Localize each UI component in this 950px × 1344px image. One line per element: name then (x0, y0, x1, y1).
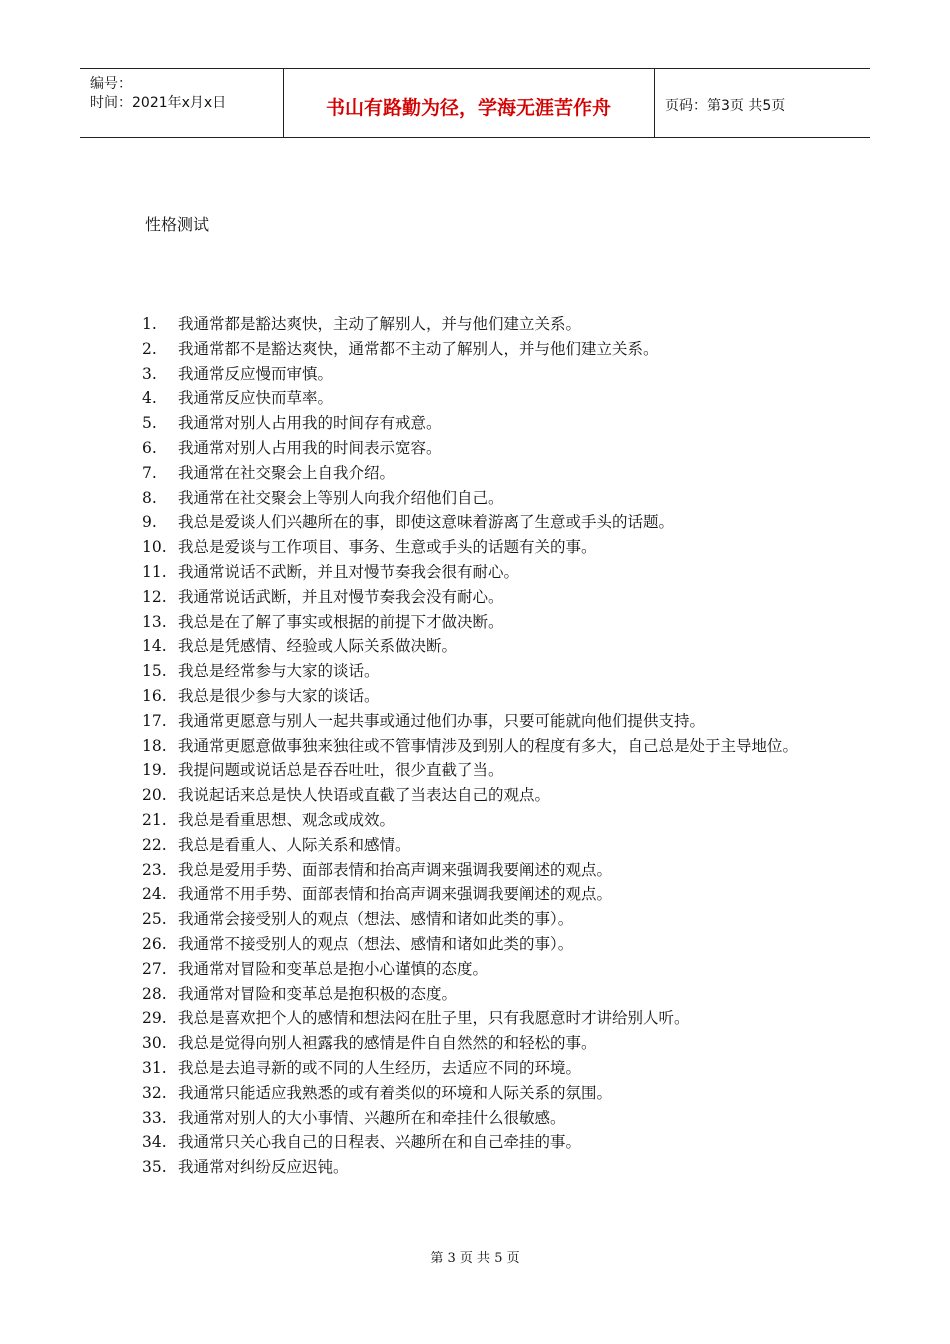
question-number: 8. (142, 488, 157, 507)
question-number: 33. (142, 1108, 167, 1127)
question-number: 3. (142, 364, 157, 383)
question-item (142, 932, 832, 957)
question-text: 我总是很少参与大家的谈话。 (178, 686, 380, 705)
question-text: 我通常不用手势、面部表情和抬高声调来强调我要阐述的观点。 (178, 885, 613, 904)
question-item (142, 833, 832, 858)
question-number: 13. (142, 612, 167, 631)
question-text: 我通常只能适应我熟悉的或有着类似的环境和人际关系的氛围。 (178, 1083, 613, 1102)
question-number: 14. (142, 637, 167, 656)
question-number: 1. (142, 315, 157, 333)
question-text: 我总是去追寻新的或不同的人生经历，去适应不同的环境。 (178, 1058, 582, 1077)
question-item (142, 808, 832, 833)
question-number: 16. (142, 686, 167, 705)
question-text: 我通常都是豁达爽快，主动了解别人，并与他们建立关系。 (178, 315, 582, 333)
question-text: 我通常都不是豁达爽快，通常都不主动了解别人，并与他们建立关系。 (178, 339, 659, 358)
question-number: 32. (142, 1083, 167, 1102)
question-text: 我通常不接受别人的观点（想法、感情和诸如此类的事）。 (178, 934, 574, 953)
question-item (142, 1130, 832, 1155)
question-text: 我通常在社交聚会上等别人向我介绍他们自己。 (178, 488, 504, 507)
question-item (142, 684, 832, 709)
question-text: 我通常更愿意与别人一起共事或通过他们办事，只要可能就向他们提供支持。 (178, 711, 706, 730)
question-text: 我总是在了解了事实或根据的前提下才做决断。 (178, 612, 504, 631)
header-table (80, 68, 870, 138)
question-number: 30. (142, 1034, 167, 1053)
question-item (142, 560, 832, 585)
page-title: 性格测试 (145, 215, 210, 234)
question-item (142, 634, 832, 659)
question-number: 9. (142, 513, 157, 532)
question-item (142, 659, 832, 684)
question-item (142, 758, 832, 783)
question-number: 17. (142, 711, 167, 730)
question-text: 我通常反应慢而审慎。 (178, 364, 334, 383)
question-number: 34. (142, 1133, 167, 1152)
question-item (142, 1056, 832, 1081)
question-item (142, 734, 832, 759)
question-number: 20. (142, 786, 167, 805)
question-number: 6. (142, 438, 157, 457)
question-item (142, 610, 832, 635)
question-text: 我通常反应快而草率。 (178, 389, 334, 408)
question-number: 24. (142, 885, 167, 904)
question-number: 22. (142, 835, 167, 854)
question-text: 我总是爱谈人们兴趣所在的事，即使这意味着游离了生意或手头的话题。 (178, 513, 675, 532)
question-number: 25. (142, 910, 167, 929)
question-item (142, 982, 832, 1007)
question-item (142, 535, 832, 560)
doc-date-label: 时间：2021年x月x日 (90, 95, 227, 111)
question-number: 26. (142, 934, 167, 953)
question-item (142, 411, 832, 436)
question-text: 我通常对纠纷反应迟钝。 (178, 1158, 349, 1177)
question-text: 我通常对冒险和变革总是抱积极的态度。 (178, 984, 458, 1003)
question-number: 4. (142, 389, 157, 408)
question-number: 15. (142, 662, 167, 681)
doc-id-label: 编号： (90, 76, 132, 92)
question-list (142, 312, 832, 1180)
question-text: 我通常说话武断，并且对慢节奏我会没有耐心。 (178, 587, 504, 606)
question-item (142, 783, 832, 808)
question-item (142, 386, 832, 411)
header-right-cell (655, 69, 870, 137)
header-motto: 书山有路勤为径，学海无涯苦作舟 (325, 97, 611, 119)
question-item (142, 1031, 832, 1056)
question-number: 5. (142, 414, 157, 433)
question-number: 23. (142, 860, 167, 879)
question-item (142, 858, 832, 883)
question-text: 我总是凭感情、经验或人际关系做决断。 (178, 637, 458, 656)
question-text: 我总是看重人、人际关系和感情。 (178, 835, 411, 854)
question-text: 我通常在社交聚会上自我介绍。 (178, 463, 396, 482)
question-number: 28. (142, 984, 167, 1003)
question-number: 31. (142, 1058, 167, 1077)
question-item (142, 957, 832, 982)
question-text: 我总是经常参与大家的谈话。 (178, 662, 380, 681)
question-item (142, 585, 832, 610)
question-item (142, 1081, 832, 1106)
question-item (142, 461, 832, 486)
question-text: 我总是爱谈与工作项目、事务、生意或手头的话题有关的事。 (178, 538, 597, 557)
question-number: 29. (142, 1009, 167, 1028)
question-number: 2. (142, 339, 157, 358)
question-text: 我总是看重思想、观念或成效。 (178, 810, 396, 829)
question-text: 我通常对别人的大小事情、兴趣所在和牵挂什么很敏感。 (178, 1108, 566, 1127)
question-item (142, 1006, 832, 1031)
question-number: 27. (142, 959, 167, 978)
header-middle-cell (283, 69, 655, 137)
question-number: 35. (142, 1158, 167, 1177)
page-footer: 第 3 页 共 5 页 (430, 1251, 520, 1266)
question-text: 我通常会接受别人的观点（想法、感情和诸如此类的事）。 (178, 910, 574, 929)
question-text: 我通常更愿意做事独来独往或不管事情涉及到别人的程度有多大，自己总是处于主导地位。 (178, 736, 799, 755)
question-text: 我总是觉得向别人袒露我的感情是件自自然然的和轻松的事。 (178, 1034, 597, 1053)
question-text: 我通常对别人占用我的时间存有戒意。 (178, 414, 442, 433)
question-number: 11. (142, 562, 167, 581)
question-item (142, 1155, 832, 1180)
question-text: 我通常对冒险和变革总是抱小心谨慎的态度。 (178, 959, 489, 978)
question-text: 我说起话来总是快人快语或直截了当表达自己的观点。 (178, 786, 551, 805)
question-number: 7. (142, 463, 157, 482)
question-number: 19. (142, 761, 167, 780)
question-text: 我通常只关心我自己的日程表、兴趣所在和自己牵挂的事。 (178, 1133, 582, 1152)
question-number: 10. (142, 538, 167, 557)
header-left-cell (80, 69, 284, 137)
question-item (142, 1106, 832, 1131)
question-item (142, 709, 832, 734)
question-text: 我通常说话不武断，并且对慢节奏我会很有耐心。 (178, 562, 520, 581)
question-number: 18. (142, 736, 167, 755)
question-item (142, 362, 832, 387)
question-item (142, 882, 832, 907)
question-item (142, 337, 832, 362)
question-text: 我总是爱用手势、面部表情和抬高声调来强调我要阐述的观点。 (178, 860, 613, 879)
question-text: 我通常对别人占用我的时间表示宽容。 (178, 438, 442, 457)
question-item (142, 907, 832, 932)
question-item (142, 510, 832, 535)
question-number: 12. (142, 587, 167, 606)
header-page-info: 页码：第3页 共5页 (665, 98, 786, 114)
question-text: 我提问题或说话总是吞吞吐吐，很少直截了当。 (178, 761, 504, 780)
question-item (142, 486, 832, 511)
question-number: 21. (142, 810, 167, 829)
question-text: 我总是喜欢把个人的感情和想法闷在肚子里，只有我愿意时才讲给别人听。 (178, 1009, 690, 1028)
question-item (142, 436, 832, 461)
question-item (142, 312, 832, 337)
